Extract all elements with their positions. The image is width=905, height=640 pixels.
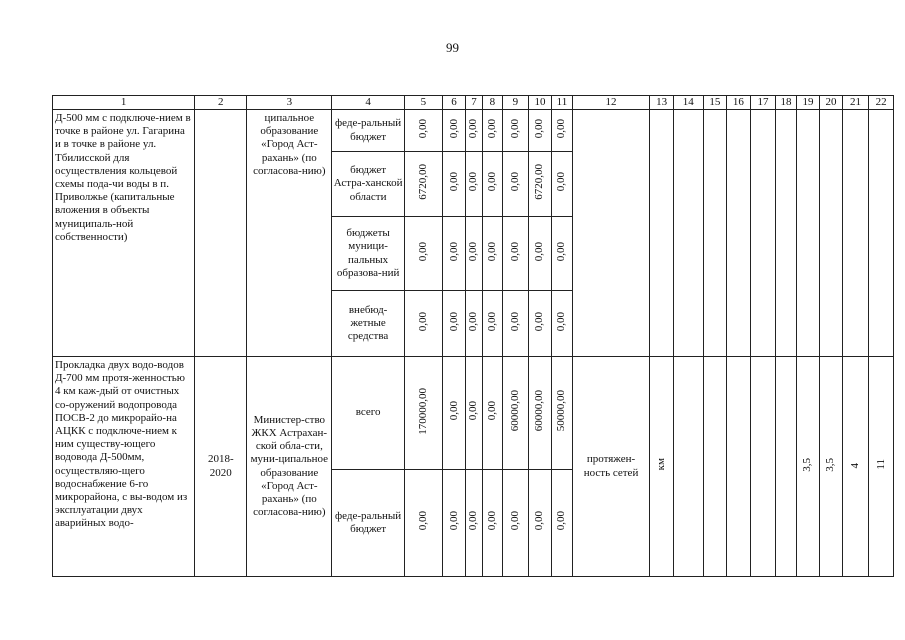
executor-cell: Министер-ство ЖКХ Астрахан-ской обла-сти, муни-ципальное образование «Город Аст-рахань» (по согласова-нию) (247, 357, 332, 577)
col-header: 9 (503, 96, 529, 110)
amount: 0,00 (533, 511, 546, 531)
col-header: 16 (727, 96, 751, 110)
col-header: 10 (528, 96, 552, 110)
amount: 0,00 (485, 172, 498, 192)
indicator-cell: протяжен-ность сетей (572, 357, 650, 577)
amount: 0,00 (508, 118, 521, 139)
amount: 0,00 (555, 511, 568, 531)
period-cell: 2018-2020 (195, 357, 247, 577)
col-header: 12 (572, 96, 650, 110)
amount: 0,00 (416, 511, 429, 531)
col-header: 2 (195, 96, 247, 110)
col-header: 20 (820, 96, 843, 110)
amount: 60000,00 (508, 390, 521, 432)
year-value: 4 (849, 463, 861, 469)
amount: 0,00 (533, 118, 546, 139)
amount: 0,00 (447, 118, 460, 139)
amount: 0,00 (485, 241, 498, 262)
col-header: 19 (796, 96, 820, 110)
amount: 0,00 (485, 311, 498, 332)
total-value: 11 (874, 459, 887, 470)
funding-source: бюджет Астра-ханской области (332, 152, 405, 217)
funding-source: феде-ральный бюджет (332, 110, 405, 152)
amount: 6720,00 (533, 164, 546, 200)
amount: 0,00 (555, 241, 568, 262)
amount: 0,00 (485, 401, 498, 421)
table-row (53, 110, 894, 152)
amount: 0,00 (416, 311, 429, 332)
amount: 0,00 (447, 511, 460, 531)
budget-table (52, 95, 894, 577)
amount: 0,00 (447, 401, 460, 421)
col-header: 17 (750, 96, 776, 110)
executor-cell: ципальное образование «Город Аст-рахань» (по согласова-нию) (247, 110, 332, 357)
item-description: Прокладка двух водо-водов Д-700 мм протя-женностью 4 км каж-дый от очистных со-оружений водопровода ПОСВ-2 до микрорайо-на АЦКК с подключе-нием к ним существу-ющего водовода Д-500мм, осуществляю-щего водоснабжение 6-го микрорайона, с вы-водом из эксплуатации двух аварийных водо- (53, 357, 195, 577)
col-header: 13 (650, 96, 674, 110)
amount: 0,00 (447, 311, 460, 332)
funding-source: бюджеты муници-пальных образова-ний (332, 217, 405, 291)
col-header: 18 (776, 96, 796, 110)
col-header: 5 (404, 96, 442, 110)
amount: 0,00 (485, 118, 498, 139)
amount: 0,00 (555, 118, 568, 139)
amount: 60000,00 (533, 390, 546, 432)
col-header: 22 (869, 96, 894, 110)
col-header: 4 (332, 96, 405, 110)
col-header: 6 (442, 96, 466, 110)
amount: 0,00 (467, 311, 480, 332)
amount: 0,00 (533, 311, 546, 332)
amount: 0,00 (555, 311, 568, 332)
amount: 0,00 (508, 511, 521, 531)
amount: 0,00 (447, 172, 460, 192)
amount: 0,00 (416, 118, 429, 139)
col-header: 21 (842, 96, 869, 110)
col-header: 7 (466, 96, 482, 110)
amount: 0,00 (555, 172, 568, 192)
col-header: 15 (703, 96, 727, 110)
amount: 0,00 (533, 241, 546, 262)
indicator-cell (572, 110, 650, 357)
col-header: 8 (482, 96, 502, 110)
col-header: 14 (673, 96, 703, 110)
header-row (53, 96, 894, 110)
amount: 0,00 (508, 241, 521, 262)
page-number: 99 (446, 40, 459, 55)
item-description: Д-500 мм с подключе-нием в точке в районе ул. Гагарина и в точке в районе ул. Тбилисской для осуществления кольцевой схемы пода-чи воды в п. Приволжье (капитальные вложения в объекты муниципаль-ной собственности) (53, 110, 195, 357)
period-cell (195, 110, 247, 357)
funding-source: феде-ральный бюджет (332, 470, 405, 577)
table-row (53, 357, 894, 470)
amount: 0,00 (416, 241, 429, 262)
amount: 0,00 (447, 241, 460, 262)
amount: 0,00 (467, 172, 480, 192)
col-header: 11 (552, 96, 572, 110)
col-header: 1 (53, 96, 195, 110)
year-value: 3,5 (801, 457, 814, 472)
unit-cell: км (655, 458, 668, 471)
amount: 0,00 (508, 172, 521, 192)
col-header: 3 (247, 96, 332, 110)
amount: 0,00 (485, 511, 498, 531)
amount: 0,00 (467, 118, 480, 139)
amount: 0,00 (467, 401, 480, 421)
amount: 0,00 (467, 241, 480, 262)
year-value: 3,5 (824, 457, 837, 472)
amount: 0,00 (467, 511, 480, 531)
amount: 170000,00 (416, 387, 429, 435)
amount: 6720,00 (416, 164, 429, 200)
funding-source: всего (332, 357, 405, 470)
funding-source: внебюд-жетные средства (332, 291, 405, 357)
amount: 50000,00 (555, 390, 568, 432)
amount: 0,00 (508, 311, 521, 332)
